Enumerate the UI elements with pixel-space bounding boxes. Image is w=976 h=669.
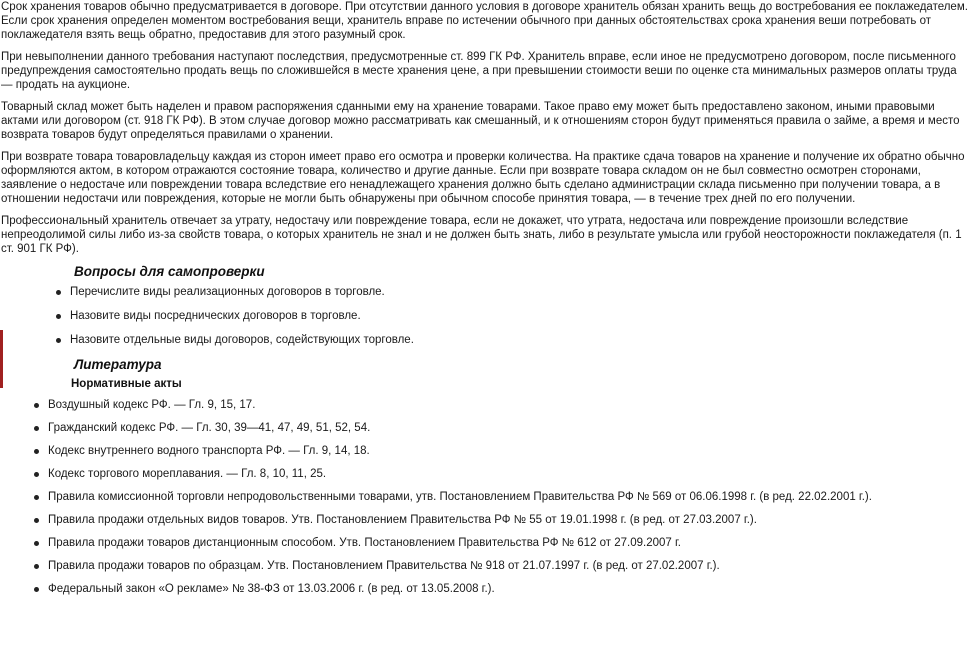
list-item: Правила комиссионной торговли непродовольственными товарами, утв. Постановлением Правительства РФ № 569 от 06.06.1998 г. (в ред. 22.02.2001 г.).	[48, 490, 970, 504]
list-item: Кодекс внутреннего водного транспорта РФ. — Гл. 9, 14, 18.	[48, 444, 970, 458]
paragraph: При невыполнении данного требования наступают последствия, предусмотренные ст. 899 ГК РФ. Хранитель вправе, если иное не предусмотрено договором, после письменного предупреждения самостоятельно продать вещь по сложившейся в месте хранения цене, а при превышении стоимости веши по оценке ста минимальных размеров оплаты труда — продать на аукционе.	[1, 51, 957, 91]
list-item: Федеральный закон «О рекламе» № 38-ФЗ от 13.03.2006 г. (в ред. от 13.05.2008 г.).	[48, 582, 970, 596]
self-check-list	[0, 285, 970, 347]
normative-acts-subheading: Нормативные акты	[71, 378, 182, 390]
paragraph: Товарный склад может быть наделен и правом распоряжения сданными ему на хранение товарами. Такое право ему может быть предоставлено законом, иными правовыми актами или договором (ст. 918 ГК РФ). В этом случае договор можно рассматривать как смешанный, и к отношениям сторон будут применяться правила о займе, а время и место возврата товаров будут определяться правилами о хранении.	[1, 101, 960, 141]
list-item: Гражданский кодекс РФ. — Гл. 30, 39—41, 47, 49, 51, 52, 54.	[48, 421, 970, 435]
list-item: Правила продажи товаров дистанционным способом. Утв. Постановлением Правительства РФ № 612 от 27.09.2007 г.	[48, 536, 970, 550]
literature-list	[0, 398, 970, 596]
list-item: Перечислите виды реализационных договоров в торговле.	[70, 285, 970, 299]
list-item: Правила продажи отдельных видов товаров. Утв. Постановлением Правительства РФ № 55 от 19.01.1998 г. (в ред. от 27.03.2007 г.).	[48, 513, 970, 527]
literature-heading: Литература	[74, 357, 162, 372]
left-accent-bar	[0, 330, 3, 388]
list-item: Назовите виды посреднических договоров в торговле.	[70, 309, 970, 323]
self-check-heading: Вопросы для самопроверки	[74, 264, 265, 279]
paragraph: Срок хранения товаров обычно предусматривается в договоре. При отсутствии данного условия в договоре хранитель обязан хранить вещь до востребования ее поклажедателем. Если срок хранения определен моментом востребования вещи, хранитель вправе по истечении обычного при данных обстоятельствах срока хранения веши потребовать от поклажедателя взять вещь обратно, предоставив для этого разумный срок.	[1, 1, 968, 41]
list-item: Правила продажи товаров по образцам. Утв. Постановлением Правительства № 918 от 21.07.1997 г. (в ред. от 27.02.2007 г.).	[48, 559, 970, 573]
list-item: Воздушный кодекс РФ. — Гл. 9, 15, 17.	[48, 398, 970, 412]
paragraph: При возврате товара товаровладельцу каждая из сторон имеет право его осмотра и проверки количества. На практике сдача товаров на хранение и получение их обратно обычно оформляются актом, в котором отражаются состояние товара, количество и другие данные. Если при возврате товара складом он не был совместно осмотрен сторонами, заявление о недостаче или повреждении товара вследствие его ненадлежащего хранения должно быть сделано администрации склада письменно при получении товара, а в отношении недостачи или повреждения, которые не могли быть обнаружены при обычном способе принятия товара, — в течение трех дней по его получении.	[1, 151, 965, 205]
list-item: Кодекс торгового мореплавания. — Гл. 8, 10, 11, 25.	[48, 467, 970, 481]
paragraph: Профессиональный хранитель отвечает за утрату, недостачу или повреждение товара, если не докажет, что утрата, недостача или повреждение произошли вследствие непреодолимой силы либо из-за свойств товара, о которых хранитель не знал и не должен быть знать, либо в результате умысла или грубой неосторожности поклажедателя (п. 1 ст. 901 ГК РФ).	[1, 215, 962, 255]
list-item: Назовите отдельные виды договоров, содействующих торговле.	[70, 333, 970, 347]
